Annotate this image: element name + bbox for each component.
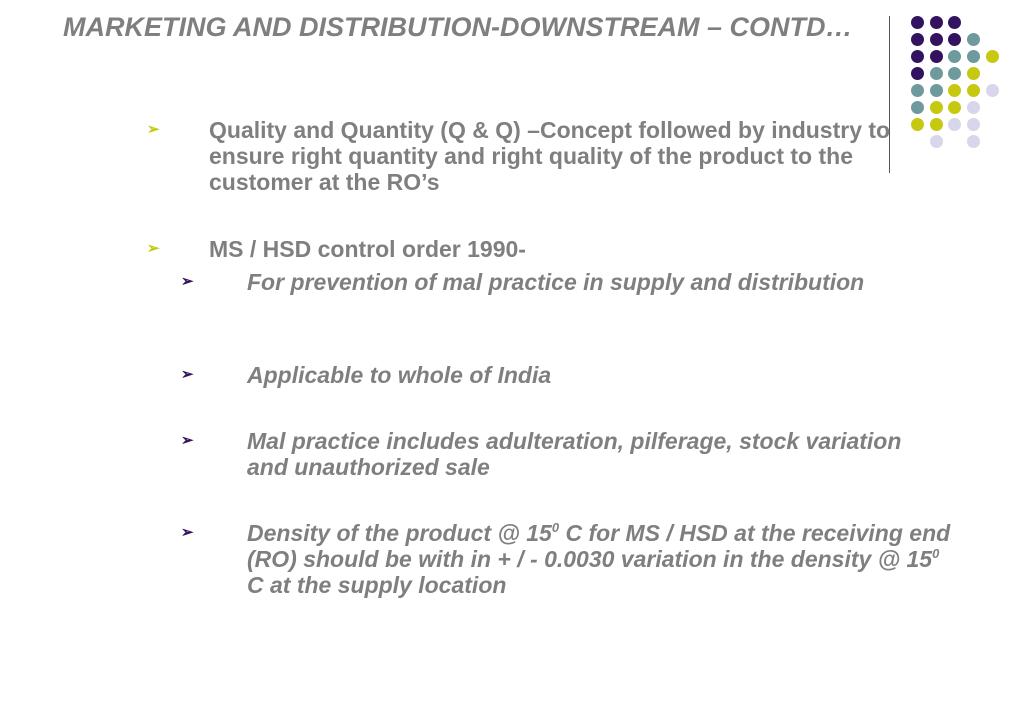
sub-bullet-density [181, 520, 957, 598]
decor-dot [911, 50, 924, 63]
decor-dot [967, 118, 980, 131]
decor-dot [967, 67, 980, 80]
bullet-control-order [147, 236, 909, 262]
sub-bullet-text [247, 520, 957, 598]
bullet-text: Quality and Quantity (Q & Q) –Concept followed by industry to ensure right quantity and right quality of the product to the customer at the RO’s [209, 117, 891, 195]
arrow-bullet-icon: ➢ [181, 366, 194, 383]
slide-title: MARKETING AND DISTRIBUTION-DOWNSTREAM – CONTD… [63, 12, 853, 42]
density-text-part: Density of the product @ 15 [247, 520, 552, 546]
decor-dot [948, 33, 961, 46]
sub-bullet-text: For prevention of mal practice in supply and distribution [247, 269, 865, 295]
decor-dot [930, 50, 943, 63]
density-text-part: C at the supply location [247, 572, 507, 598]
decor-dot [948, 67, 961, 80]
decor-dot [911, 33, 924, 46]
decor-dot [948, 50, 961, 63]
decor-dot [911, 84, 924, 97]
decor-dot [967, 135, 980, 148]
decor-dot [986, 84, 999, 97]
sub-bullet-text: Mal practice includes adulteration, pilferage, stock variation and unauthorized sale [247, 428, 902, 480]
arrow-bullet-icon: ➢ [147, 240, 160, 257]
decor-dot [948, 101, 961, 114]
decor-dot [986, 50, 999, 63]
density-text-part: C for MS / HSD at the receiving end (RO) should be with in + / - 0.0030 variation in the density @ 15 [247, 520, 951, 572]
decor-dot [967, 84, 980, 97]
decor-dot [911, 16, 924, 29]
decor-dot [967, 50, 980, 63]
decor-dot [948, 84, 961, 97]
decor-dot [948, 16, 961, 29]
arrow-bullet-icon: ➢ [181, 273, 194, 290]
decor-dot [911, 101, 924, 114]
decor-dot [930, 67, 943, 80]
decor-dot [930, 33, 943, 46]
decor-dot [930, 101, 943, 114]
sub-bullet-mal-practice [181, 428, 937, 480]
bullet-quality-quantity [147, 117, 949, 195]
decor-dot [930, 84, 943, 97]
decor-dot [948, 118, 961, 131]
sub-bullet-text: Applicable to whole of India [247, 362, 552, 388]
arrow-bullet-icon: ➢ [181, 524, 194, 541]
bullet-text: MS / HSD control order 1990- [209, 236, 526, 262]
sub-bullet-applicable [181, 362, 927, 388]
decor-dot [967, 101, 980, 114]
degree-superscript: 0 [932, 546, 940, 561]
decor-dot [930, 16, 943, 29]
arrow-bullet-icon: ➢ [147, 121, 160, 138]
sub-bullet-prevention [181, 269, 927, 295]
decor-dot [967, 33, 980, 46]
degree-superscript: 0 [551, 520, 560, 535]
arrow-bullet-icon: ➢ [181, 432, 194, 449]
decor-dot [911, 67, 924, 80]
